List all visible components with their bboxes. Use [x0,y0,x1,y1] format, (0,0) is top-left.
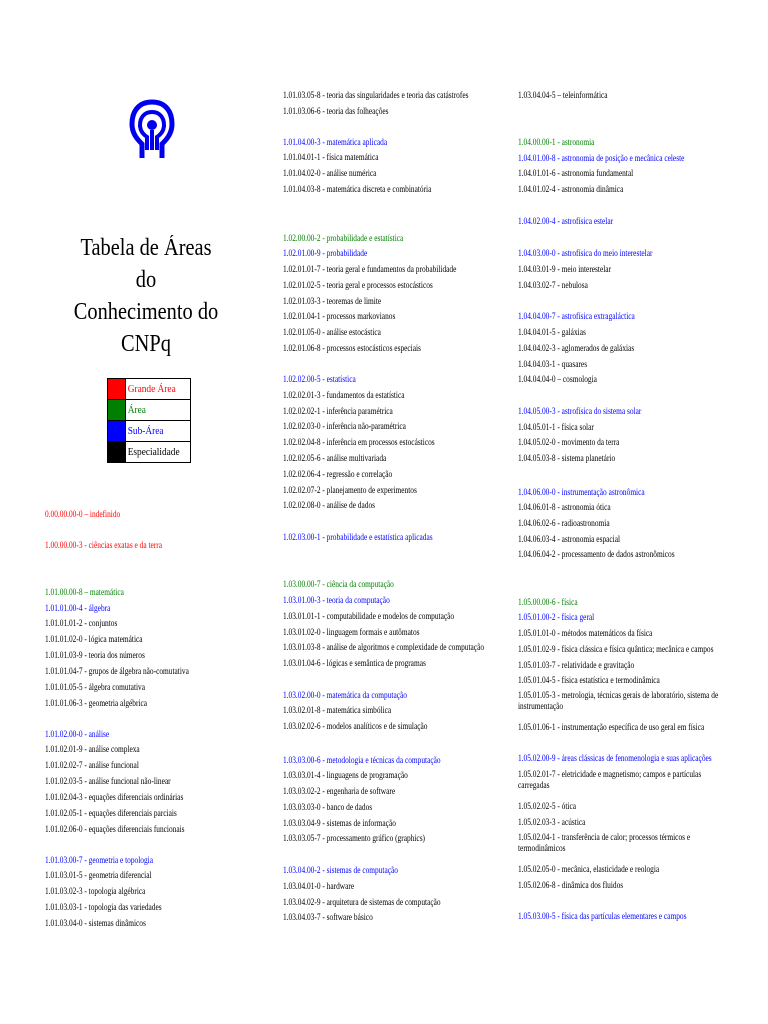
especialidade-entry: 1.04.04.04-0 – cosmologia [518,374,597,384]
sub-area-entry: 1.03.03.00-6 - metodologia e técnicas da computação [283,755,441,765]
especialidade-entry: 1.01.02.05-1 - equações diferenciais parciais [45,808,177,818]
especialidade-entry: 1.04.04.01-5 - galáxias [518,327,586,337]
especialidade-entry: 1.01.02.02-7 - análise funcional [45,760,139,770]
especialidade-entry: 1.05.02.06-8 - dinâmica dos fluidos [518,880,624,890]
especialidade-entry: 1.04.03.01-9 - meio interestelar [518,264,612,274]
especialidade-entry: 1.01.02.03-5 - análise funcional não-linear [45,776,171,786]
especialidade-entry: 1.01.01.03-9 - teoria dos números [45,650,145,660]
especialidade-entry: 1.03.03.02-2 - engenharia de software [283,786,396,796]
especialidade-entry: 1.05.02.02-5 - ótica [518,801,577,811]
especialidade-entry: 1.03.04.02-9 - arquitetura de sistemas de computação [283,897,441,907]
especialidade-entry: 1.04.04.02-3 - aglomerados de galáxias [518,343,635,353]
especialidade-entry: 1.04.05.01-1 - física solar [518,422,594,432]
area-entry: 1.05.00.00-6 - física [518,597,578,607]
especialidade-entry: 1.02.02.08-0 - análise de dados [283,500,376,510]
sub-area-entry: 1.01.01.00-4 - álgebra [45,603,111,613]
especialidade-entry: 1.05.02.05-0 - mecânica, elasticidade e reologia [518,864,660,874]
especialidade-entry: 1.01.03.05-8 - teoria das singularidades e teoria das catástrofes [283,90,469,100]
title-line-2: Conhecimento do CNPq [73,299,219,357]
especialidade-entry: 1.02.01.04-1 - processos markovianos [283,311,396,321]
especialidade-entry: 1.03.01.04-6 - lógicas e semântica de programas [283,658,426,668]
especialidade-entry: 1.01.01.06-3 - geometria algébrica [45,698,148,708]
especialidade-entry: 1.03.01.03-8 - análise de algoritmos e complexidade de computação [283,642,485,652]
especialidade-entry: 1.03.03.04-9 - sistemas de informação [283,818,396,828]
especialidade-entry: 1.02.02.07-2 - planejamento de experimentos [283,485,417,495]
especialidade-entry: 1.04.05.03-8 - sistema planetário [518,453,616,463]
especialidade-entry: 1.01.03.02-3 - topologia algébrica [45,886,146,896]
sub-area-entry: 1.04.03.00-0 - astrofísica do meio interestelar [518,248,653,258]
area-entry: 1.03.00.00-7 - ciência da computação [283,579,394,589]
especialidade-entry: 1.01.04.03-8 - matemática discreta e combinatória [283,184,432,194]
area-entry: 1.04.00.00-1 - astronomia [518,137,595,147]
especialidade-entry: 1.02.02.03-0 - inferência não-paramétrica [283,421,406,431]
especialidade-entry: 1.04.06.03-4 - astronomia espacial [518,534,621,544]
legend-swatch-black [108,442,126,462]
especialidade-entry: 1.01.03.06-6 - teoria das folheações [283,106,389,116]
area-entry: 1.02.00.00-2 - probabilidade e estatística [283,233,404,243]
especialidade-entry: 1.03.02.02-6 - modelos analíticos e de simulação [283,721,428,731]
area-entry: 1.01.00.00-8 – matemática [45,587,124,597]
especialidade-entry: 1.05.01.05-3 - metrologia, técnicas gerais de laboratório, sistema de instrumentação [518,690,719,711]
especialidade-entry: 1.01.01.04-7 - grupos de álgebra não-comutativa [45,666,189,676]
especialidade-entry: 1.02.02.02-1 - inferência paramétrica [283,406,393,416]
legend-swatch-red [108,379,126,399]
sub-area-entry: 1.05.02.00-9 - áreas clássicas de fenomenologia e suas aplicações [518,753,712,763]
especialidade-entry: 1.04.05.02-0 - movimento da terra [518,437,620,447]
legend-row-sub-area [108,421,190,442]
sub-area-entry: 1.01.03.00-7 - geometria e topologia [45,855,154,865]
especialidade-entry: 1.03.03.01-4 - linguagens de programação [283,770,408,780]
especialidade-entry: 1.05.01.02-9 - física clássica e física quântica; mecânica e campos [518,644,714,654]
especialidade-entry: 1.01.01.02-0 - lógica matemática [45,634,143,644]
cnpq-logo-icon [128,98,176,168]
especialidade-entry: 1.03.04.01-0 - hardware [283,881,355,891]
sub-area-entry: 1.04.05.00-3 - astrofísica do sistema solar [518,406,642,416]
legend-label: Especialidade [127,446,180,458]
sub-area-entry: 1.04.04.00-7 - astrofísica extragaláctica [518,311,635,321]
sub-area-entry: 1.01.04.00-3 - matemática aplicada [283,137,388,147]
sub-area-entry: 1.03.04.00-2 - sistemas de computação [283,865,398,875]
page-title [70,232,223,360]
especialidade-entry: 1.04.04.03-1 - quasares [518,359,588,369]
especialidade-entry: 1.01.03.01-5 - geometria diferencial [45,870,152,880]
especialidade-entry: 1.05.02.04-1 - transferência de calor; processos térmicos e termodinâmicos [518,832,691,853]
grande-area-entry: 0.00.00.00-0 – indefinido [45,509,121,519]
especialidade-entry: 1.02.02.01-3 - fundamentos da estatística [283,390,405,400]
especialidade-entry: 1.05.01.01-0 - métodos matemáticos da física [518,628,653,638]
especialidade-entry: 1.01.04.01-1 - física matemática [283,152,379,162]
sub-area-entry: 1.04.06.00-0 - instrumentação astronômica [518,487,645,497]
sub-area-entry: 1.05.03.00-5 - física das partículas elementares e campos [518,911,687,921]
legend-swatch-green [108,400,126,420]
especialidade-entry: 1.01.03.04-0 - sistemas dinâmicos [45,918,146,928]
sub-area-entry: 1.04.01.00-8 - astronomia de posição e mecânica celeste [518,153,685,163]
especialidade-entry: 1.01.02.01-9 - análise complexa [45,744,140,754]
grande-area-entry: 1.00.00.00-3 - ciências exatas e da terra [45,540,163,550]
legend-row-area [108,400,190,421]
especialidade-entry: 1.03.03.05-7 - processamento gráfico (graphics) [283,833,426,843]
especialidade-entry: 1.01.01.05-5 - álgebra comutativa [45,682,146,692]
especialidade-entry: 1.04.01.02-4 - astronomia dinâmica [518,184,624,194]
especialidade-entry: 1.05.01.06-1 - instrumentação específica de uso geral em física [518,722,705,732]
legend-swatch-blue [108,421,126,441]
especialidade-entry: 1.04.01.01-6 - astronomia fundamental [518,168,634,178]
especialidade-entry: 1.04.06.01-8 - astronomia ótica [518,502,611,512]
sub-area-entry: 1.02.03.00-1 - probabilidade e estatística aplicadas [283,532,433,542]
color-legend [107,378,191,463]
especialidade-entry: 1.01.02.04-3 - equações diferenciais ordinárias [45,792,184,802]
legend-label: Área [127,404,146,416]
especialidade-entry: 1.04.03.02-7 - nebulosa [518,280,588,290]
especialidade-entry: 1.02.02.06-4 - regressão e correlação [283,469,393,479]
especialidade-entry: 1.02.01.02-5 - teoria geral e processos estocásticos [283,280,433,290]
especialidade-entry: 1.03.04.04-5 – teleinformática [518,90,608,100]
especialidade-entry: 1.01.03.03-1 - topologia das variedades [45,902,162,912]
legend-row-grande-area [108,379,190,400]
sub-area-entry: 1.05.01.00-2 - física geral [518,612,595,622]
legend-row-especialidade [108,442,190,462]
especialidade-entry: 1.03.01.02-0 - linguagem formais e autômatos [283,627,420,637]
especialidade-entry: 1.02.02.04-8 - inferência em processos estocásticos [283,437,435,447]
especialidade-entry: 1.01.04.02-0 - análise numérica [283,168,377,178]
especialidade-entry: 1.05.02.01-7 - eletricidade e magnetismo; campos e partículas carregadas [518,769,702,790]
especialidade-entry: 1.01.01.01-2 - conjuntos [45,618,118,628]
especialidade-entry: 1.02.02.05-6 - análise multivariada [283,453,387,463]
especialidade-entry: 1.05.01.03-7 - relatividade e gravitação [518,660,635,670]
sub-area-entry: 1.03.02.00-0 - matemática da computação [283,690,407,700]
especialidade-entry: 1.02.01.06-8 - processos estocásticos especiais [283,343,421,353]
especialidade-entry: 1.03.03.03-0 - banco de dados [283,802,373,812]
especialidade-entry: 1.01.02.06-0 - equações diferenciais funcionais [45,824,185,834]
sub-area-entry: 1.01.02.00-0 - análise [45,729,110,739]
especialidade-entry: 1.03.01.01-1 - computabilidade e modelos de computação [283,611,455,621]
especialidade-entry: 1.04.06.02-6 - radioastronomia [518,518,610,528]
especialidade-entry: 1.05.02.03-3 - acústica [518,817,586,827]
especialidade-entry: 1.03.02.01-8 - matemática simbólica [283,705,392,715]
especialidade-entry: 1.02.01.03-3 - teoremas de limite [283,296,382,306]
especialidade-entry: 1.03.04.03-7 - software básico [283,912,373,922]
especialidade-entry: 1.05.01.04-5 - física estatística e termodinâmica [518,675,660,685]
sub-area-entry: 1.03.01.00-3 - teoria da computação [283,595,390,605]
sub-area-entry: 1.04.02.00-4 - astrofísica estelar [518,216,614,226]
legend-label: Grande Área [127,383,176,395]
especialidade-entry: 1.04.06.04-2 - processamento de dados astronômicos [518,549,675,559]
especialidade-entry: 1.02.01.05-0 - análise estocástica [283,327,381,337]
legend-label: Sub-Área [127,425,164,437]
title-line-1: Tabela de Áreas do [80,235,212,293]
especialidade-entry: 1.02.01.01-7 - teoria geral e fundamentos da probabilidade [283,264,457,274]
sub-area-entry: 1.02.01.00-9 - probabilidade [283,248,368,258]
sub-area-entry: 1.02.02.00-5 - estatística [283,374,356,384]
